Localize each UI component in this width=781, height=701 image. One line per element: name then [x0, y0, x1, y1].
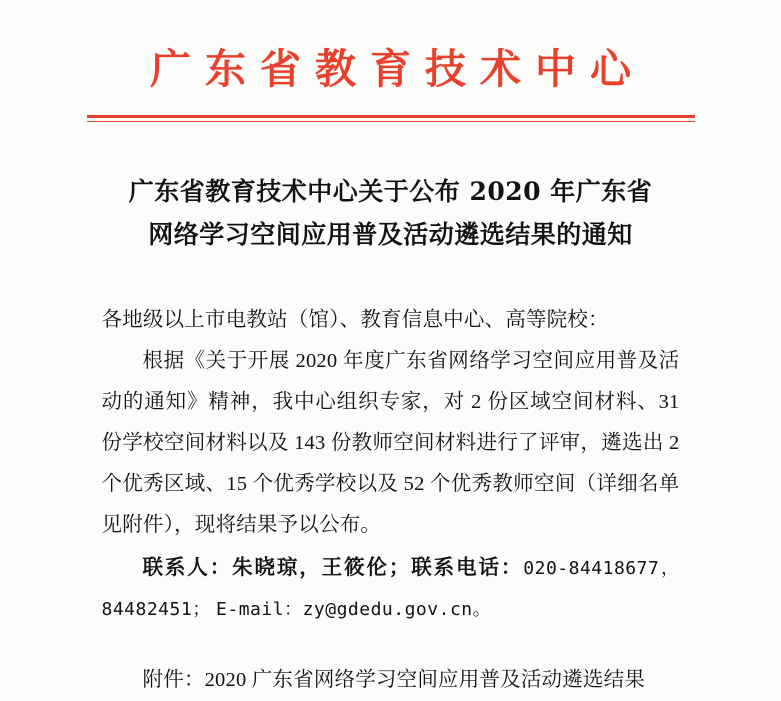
salutation: 各地级以上市电教站（馆）、教育信息中心、高等院校：	[101, 309, 609, 332]
phone-number: 020-84418677，	[523, 558, 680, 580]
contact-names: 朱晓琼，王筱伦；	[232, 557, 410, 580]
document-title-line-1: 广东省教育技术中心关于公布 2020 年广东省	[128, 177, 653, 207]
issuing-organization-title: 广东省教育技术中心	[150, 45, 645, 93]
attachment-label: 附件：	[142, 669, 205, 692]
attachment-paragraph	[102, 660, 680, 701]
document-title-line-2: 网络学习空间应用普及活动遴选结果的通知	[148, 220, 633, 250]
masthead-rules	[87, 115, 695, 122]
document-title	[101, 170, 681, 256]
contact-label: 联系人：	[142, 557, 233, 580]
attachment-title: 2020 广东省网络学习空间应用普及活动遴选结果	[204, 669, 646, 692]
phone-label: 联系电话：	[409, 557, 524, 580]
masthead-rule-thick	[87, 115, 695, 118]
masthead-rule-thin	[87, 121, 695, 122]
contact-paragraph	[102, 548, 680, 630]
email-value: zy@gdedu.gov.cn。	[302, 599, 492, 621]
document-body	[102, 300, 680, 701]
body-paragraph-1: 根据《关于开展 2020 年度广东省网络学习空间应用普及活动的通知》精神，我中心组织专家，对 2 份区域空间材料、31 份学校空间材料以及 143 份教师空间材料进行了评审，遴选出 2 个优秀区域、15 个优秀学校以及 52 个优秀教师空间（详细名单见附件），现将结果予以公布。	[101, 350, 680, 537]
masthead	[0, 0, 781, 122]
email-label: E-mail：	[216, 599, 303, 621]
phone-number-secondary: 84482451；	[101, 599, 211, 621]
